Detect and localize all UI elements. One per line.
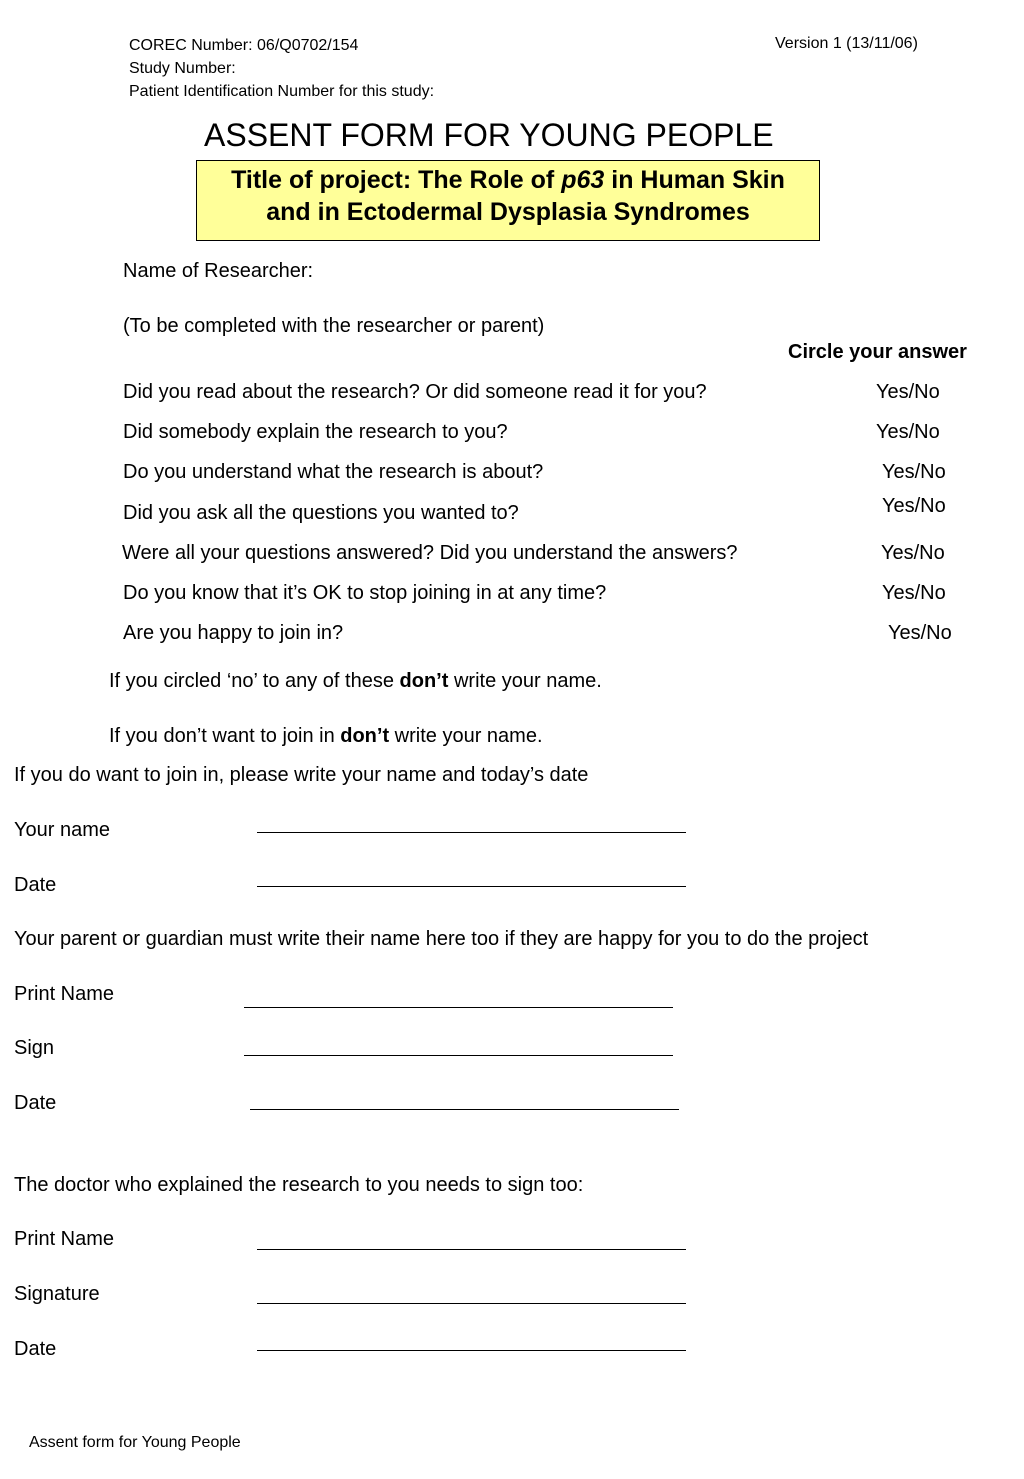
doctor-signature-label: Signature xyxy=(14,1283,100,1305)
parent-sign-label: Sign xyxy=(14,1037,55,1059)
your-date-line[interactable] xyxy=(257,886,686,887)
question-4: Did you ask all the questions you wanted to? xyxy=(123,502,519,524)
question-2: Did somebody explain the research to you? xyxy=(123,421,508,443)
your-name-line[interactable] xyxy=(257,832,686,833)
question-7: Are you happy to join in? xyxy=(123,622,344,644)
parent-print-name-label: Print Name xyxy=(14,983,115,1005)
instruction-dont-join: If you don’t want to join in don’t write your name. xyxy=(109,725,543,747)
answer-6[interactable]: Yes/No xyxy=(882,582,946,604)
question-5: Were all your questions answered? Did you understand the answers? xyxy=(122,542,738,564)
corec-number: COREC Number: 06/Q0702/154 xyxy=(129,37,359,54)
question-6: Do you know that it’s OK to stop joining in at any time? xyxy=(123,582,607,604)
completion-note: (To be completed with the researcher or parent) xyxy=(123,315,545,337)
version-label: Version 1 (13/11/06) xyxy=(775,35,918,52)
answer-7[interactable]: Yes/No xyxy=(888,622,952,644)
project-title-line1: Title of project: The Role of p63 in Human Skin xyxy=(231,166,785,194)
instruction-no-circled: If you circled ‘no’ to any of these don’t write your name. xyxy=(109,670,602,692)
form-title: ASSENT FORM FOR YOUNG PEOPLE xyxy=(204,117,774,153)
your-name-label: Your name xyxy=(14,819,110,841)
answer-3[interactable]: Yes/No xyxy=(882,461,946,483)
project-title-box xyxy=(196,160,820,241)
doctor-print-name-label: Print Name xyxy=(14,1228,115,1250)
researcher-label: Name of Researcher: xyxy=(123,260,314,282)
your-date-label: Date xyxy=(14,874,57,896)
doctor-signature-line[interactable] xyxy=(257,1303,686,1304)
answer-5[interactable]: Yes/No xyxy=(881,542,945,564)
doctor-date-line[interactable] xyxy=(257,1350,686,1351)
circle-answer-label: Circle your answer xyxy=(788,341,967,363)
doctor-date-label: Date xyxy=(14,1338,57,1360)
question-1: Did you read about the research? Or did someone read it for you? xyxy=(123,381,707,403)
parent-sign-line[interactable] xyxy=(244,1055,673,1056)
parent-date-label: Date xyxy=(14,1092,57,1114)
parent-intro: Your parent or guardian must write their name here too if they are happy for you to do the project xyxy=(14,928,869,950)
study-number: Study Number: xyxy=(129,60,236,77)
parent-date-line[interactable] xyxy=(250,1109,679,1110)
doctor-print-name-line[interactable] xyxy=(257,1249,686,1250)
project-title-line2: and in Ectodermal Dysplasia Syndromes xyxy=(266,198,750,226)
parent-print-name-line[interactable] xyxy=(244,1007,673,1008)
doctor-intro: The doctor who explained the research to you needs to sign too: xyxy=(14,1174,584,1196)
question-3: Do you understand what the research is about? xyxy=(123,461,544,483)
patient-id-label: Patient Identification Number for this study: xyxy=(129,83,435,100)
answer-1[interactable]: Yes/No xyxy=(876,381,940,403)
instruction-do-join: If you do want to join in, please write your name and today’s date xyxy=(14,764,589,786)
answer-2[interactable]: Yes/No xyxy=(876,421,940,443)
answer-4[interactable]: Yes/No xyxy=(882,495,946,517)
footer-label: Assent form for Young People xyxy=(29,1434,241,1451)
